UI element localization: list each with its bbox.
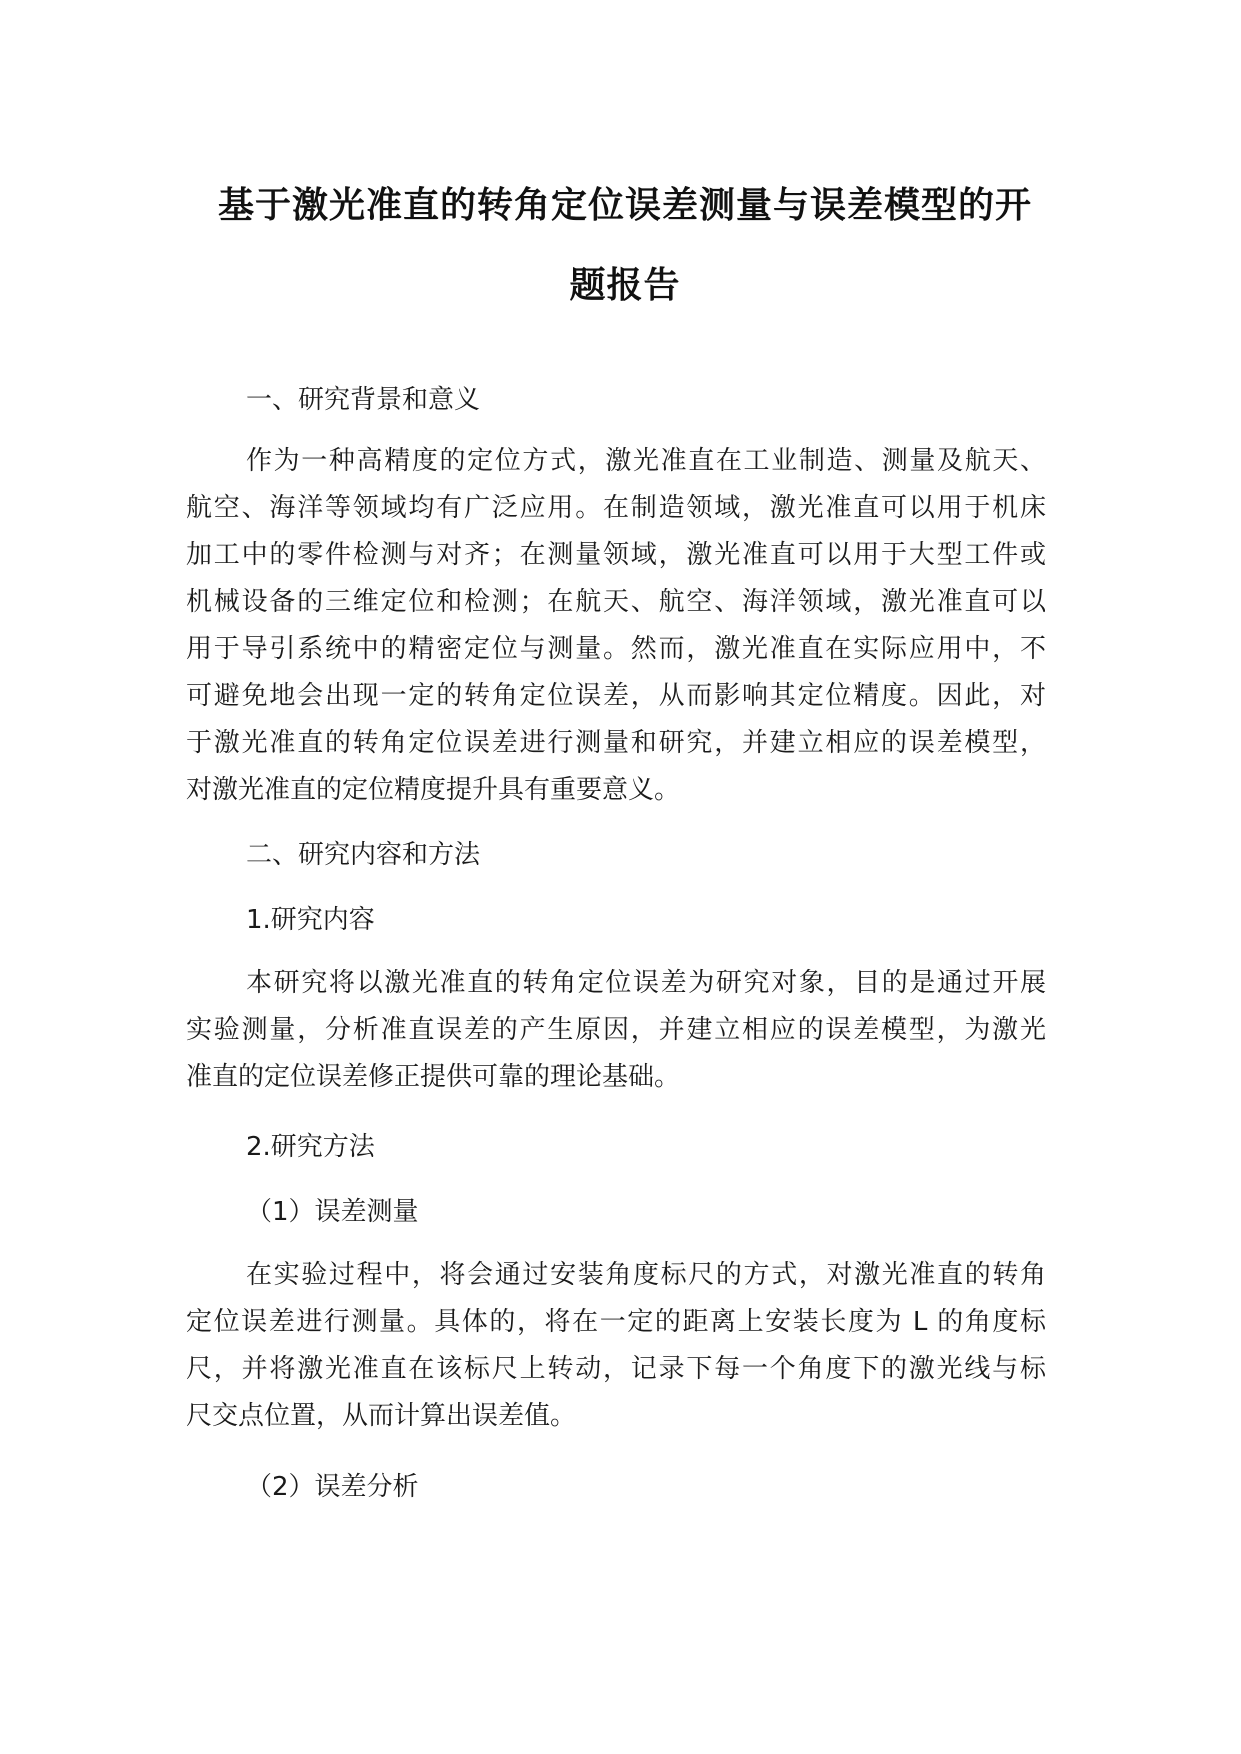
document-title-line-2: 题报告 [569, 265, 681, 306]
subsection-heading-content: 1.研究内容 [246, 905, 375, 935]
paragraph-line: 于激光准直的转角定位误差进行测量和研究，并建立相应的误差模型， [186, 728, 1046, 758]
section-heading-background: 一、研究背景和意义 [246, 385, 481, 415]
paragraph-content [186, 960, 1046, 1101]
paragraph-line: 本研究将以激光准直的转角定位误差为研究对象，目的是通过开展 [246, 968, 1046, 998]
paragraph-background [186, 438, 1046, 814]
paragraph-error-measurement [186, 1252, 1046, 1440]
paragraph-line: 在实验过程中，将会通过安装角度标尺的方式，对激光准直的转角 [246, 1260, 1046, 1290]
paragraph-line: 尺，并将激光准直在该标尺上转动，记录下每一个角度下的激光线与标 [186, 1354, 1046, 1384]
paragraph-line: 准直的定位误差修正提供可靠的理论基础。 [186, 1062, 681, 1092]
sub-subsection-heading-error-measurement: （1）误差测量 [246, 1197, 419, 1227]
subsection-heading-methods: 2.研究方法 [246, 1132, 375, 1162]
sub-subsection-heading-error-analysis: （2）误差分析 [246, 1472, 419, 1502]
paragraph-line: 实验测量，分析准直误差的产生原因，并建立相应的误差模型，为激光 [186, 1015, 1046, 1045]
paragraph-line: 对激光准直的定位精度提升具有重要意义。 [186, 775, 681, 805]
paragraph-line: 定位误差进行测量。具体的，将在一定的距离上安装长度为 L 的角度标 [186, 1307, 1046, 1337]
paragraph-line: 可避免地会出现一定的转角定位误差，从而影响其定位精度。因此，对 [186, 681, 1046, 711]
paragraph-line: 加工中的零件检测与对齐；在测量领域，激光准直可以用于大型工件或 [186, 540, 1046, 570]
paragraph-line: 用于导引系统中的精密定位与测量。然而，激光准直在实际应用中，不 [186, 634, 1046, 664]
paragraph-line: 尺交点位置，从而计算出误差值。 [186, 1401, 577, 1431]
document-title-line-1: 基于激光准直的转角定位误差测量与误差模型的开 [217, 185, 1032, 226]
paragraph-line: 作为一种高精度的定位方式，激光准直在工业制造、测量及航天、 [246, 446, 1046, 476]
paragraph-line: 机械设备的三维定位和检测；在航天、航空、海洋领域，激光准直可以 [186, 587, 1046, 617]
section-heading-content-methods: 二、研究内容和方法 [246, 840, 481, 870]
paragraph-line: 航空、海洋等领域均有广泛应用。在制造领域，激光准直可以用于机床 [186, 493, 1046, 523]
